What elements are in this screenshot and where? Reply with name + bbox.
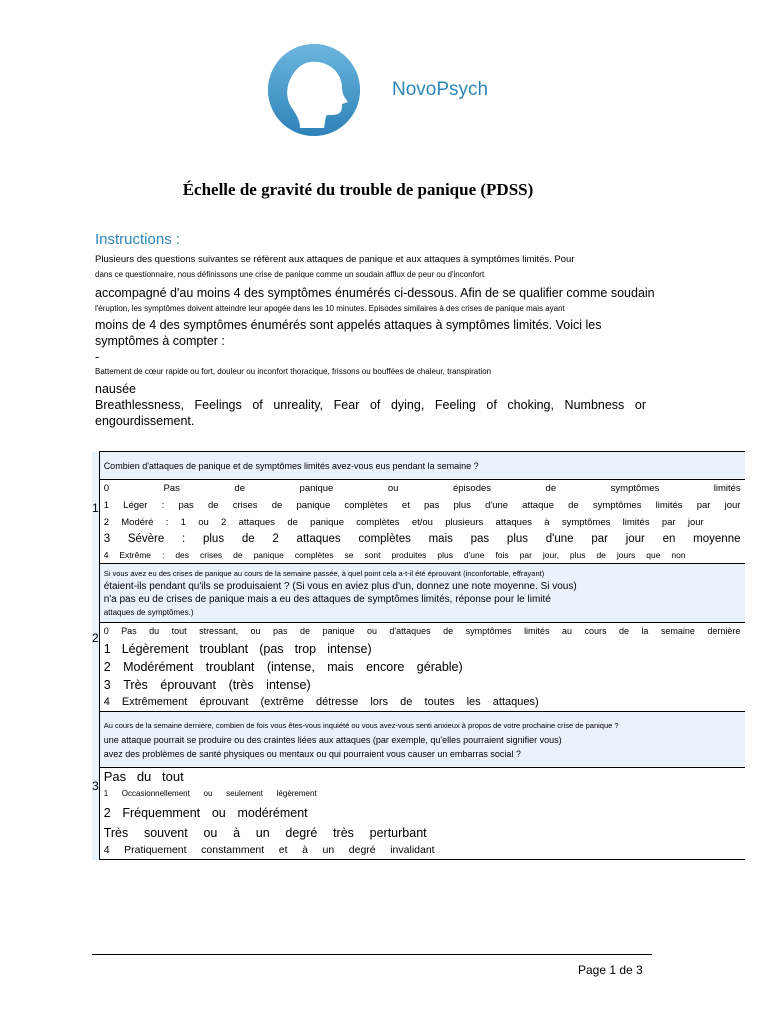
option-word: Pas <box>163 482 180 494</box>
option-word: éprouvant <box>160 677 216 692</box>
option-word: seulement <box>226 789 263 798</box>
option-word: 2 <box>272 533 279 545</box>
option-word: complètes <box>294 550 334 561</box>
option-word: fois <box>495 550 509 561</box>
footer-divider <box>92 954 652 955</box>
question-number: 2 <box>92 564 99 712</box>
option-word: un <box>255 825 270 840</box>
question-text-line: avez des problèmes de santé physiques ou mentaux ou qui pourraient vous causer un embarras social ? <box>103 748 521 759</box>
answer-option[interactable] <box>99 658 745 676</box>
option-word: à <box>302 844 308 857</box>
option-word: plus <box>453 499 471 511</box>
option-word: plus <box>569 550 586 561</box>
option-word: panique <box>299 482 334 494</box>
option-word: troublant <box>205 659 255 674</box>
option-text <box>104 660 463 674</box>
option-word: de <box>568 499 579 511</box>
option-word: symptômes <box>465 626 512 637</box>
option-word: un <box>322 844 335 857</box>
option-word: : <box>165 516 169 528</box>
question-number: 3 <box>92 712 99 860</box>
option-text <box>104 678 311 692</box>
option-word: à <box>544 516 550 528</box>
option-word: attaque <box>522 499 554 511</box>
option-word: intense) <box>266 677 311 692</box>
option-word: constamment <box>201 844 265 857</box>
option-word: modérément <box>237 805 308 820</box>
option-word: de <box>233 550 243 561</box>
option-word: produites <box>391 550 427 561</box>
option-word: 2 <box>103 659 111 674</box>
option-word: 2 <box>221 516 227 528</box>
option-word: Extrême <box>119 550 152 561</box>
option-word: de <box>287 516 298 528</box>
option-word: complètes <box>344 499 388 511</box>
option-text <box>104 696 539 708</box>
option-word: 3 <box>103 677 111 692</box>
option-word: stressant, <box>199 626 239 637</box>
option-word: pas <box>424 499 440 511</box>
option-word: complètes <box>356 516 400 528</box>
option-word: Extrêmement <box>121 696 188 709</box>
option-word: du <box>136 769 152 785</box>
option-word: jours <box>616 550 636 561</box>
option-word: pas <box>273 626 288 637</box>
question-number: 1 <box>92 452 99 564</box>
option-word: limités <box>655 499 683 511</box>
option-word: mais <box>327 659 354 674</box>
option-word: mais <box>428 533 453 545</box>
answer-option[interactable] <box>99 497 745 514</box>
option-word: par <box>696 499 711 511</box>
question-text: Combien d'attaques de panique et de symptômes limités avez-vous eus pendant la semaine ? <box>99 452 745 480</box>
option-word: Légèrement <box>121 641 189 656</box>
option-word: degré <box>348 844 376 857</box>
option-word: panique <box>253 550 284 561</box>
option-word: symptômes <box>610 482 660 494</box>
option-word: Occasionnellement <box>121 789 190 798</box>
option-word: intense) <box>327 641 372 656</box>
option-text <box>104 626 741 636</box>
option-word: éprouvant <box>199 696 249 709</box>
instructions-line: Breathlessness, Feelings of unreality, Fear of dying, Feeling of choking, Numbness or <box>95 398 646 412</box>
option-word: ou <box>366 626 377 637</box>
option-word: Très <box>123 677 148 692</box>
option-word: plus <box>437 550 453 561</box>
option-text <box>104 826 427 840</box>
option-word: jour <box>687 516 704 528</box>
option-word: 0 <box>103 482 109 494</box>
option-word: de <box>545 482 557 494</box>
option-word: (très <box>228 677 254 692</box>
option-word: jour <box>625 533 645 545</box>
option-word: ou <box>203 825 218 840</box>
option-word: attaques) <box>492 696 539 709</box>
novopsych-logo <box>266 42 362 138</box>
option-word: la <box>641 626 649 637</box>
option-word: limités <box>713 482 741 494</box>
option-word: limités <box>622 516 650 528</box>
instructions-line: - <box>95 350 100 364</box>
option-word: Pas <box>121 626 137 637</box>
option-word: lors <box>370 696 389 709</box>
option-word: panique <box>310 516 344 528</box>
questions-table <box>92 451 745 860</box>
instructions-heading: Instructions : <box>95 231 181 248</box>
option-word: limités <box>524 626 550 637</box>
option-word: à <box>233 825 241 840</box>
option-word: Modéré <box>121 516 154 528</box>
instructions-line: accompagné d'au moins 4 des symptômes énumérés ci-dessous. Afin de se qualifier comme soudain <box>95 286 655 300</box>
option-word: plus <box>202 533 225 545</box>
option-text <box>104 550 686 560</box>
option-word: sont <box>364 550 381 561</box>
option-word: Pratiquement <box>124 844 187 857</box>
option-word: : <box>182 533 186 545</box>
option-word: que <box>646 550 661 561</box>
option-word: moyenne <box>693 533 741 545</box>
option-word: par <box>661 516 676 528</box>
answer-option[interactable] <box>99 786 745 802</box>
option-word: et <box>278 844 288 857</box>
answer-option[interactable] <box>99 548 745 564</box>
option-text <box>104 806 308 820</box>
option-word: attaques <box>495 516 532 528</box>
option-word: cours <box>584 626 607 637</box>
option-word: panique <box>322 626 355 637</box>
option-word: d'une <box>463 550 485 561</box>
option-word: de <box>618 626 629 637</box>
option-word: symptômes <box>561 516 611 528</box>
option-text <box>104 642 372 656</box>
answer-option[interactable] <box>99 824 745 842</box>
option-word: 4 <box>103 696 110 709</box>
answer-option[interactable] <box>99 842 745 860</box>
option-word: de <box>443 626 454 637</box>
option-word: ou <box>250 626 261 637</box>
option-word: pas <box>178 499 194 511</box>
option-word: Modérément <box>123 659 194 674</box>
option-text <box>104 844 435 856</box>
option-word: au <box>562 626 573 637</box>
option-text <box>104 483 741 494</box>
option-word: crises <box>199 550 223 561</box>
option-word: 1 <box>180 516 186 528</box>
option-word: de <box>400 696 413 709</box>
question-text-line: étaient-ils pendant qu'ils se produisaient ? (Si vous en aviez plus d'un, donnez une note moyenne. Si vous) <box>103 581 577 592</box>
option-word: semaine <box>660 626 695 637</box>
option-word: des <box>175 550 190 561</box>
answer-option[interactable] <box>99 531 745 548</box>
option-word: d'attaques <box>389 626 431 637</box>
option-word: Très <box>103 825 129 840</box>
option-word: toutes <box>424 696 455 709</box>
option-word: 4 <box>103 844 110 857</box>
answer-option[interactable] <box>99 676 745 694</box>
option-text <box>104 769 184 784</box>
option-word: Sévère <box>127 533 165 545</box>
option-word: de <box>234 482 245 494</box>
answer-option[interactable] <box>99 768 745 786</box>
option-word: Léger <box>123 499 148 511</box>
instructions-line: l'éruption, les symptômes doivent atteindre leur apogée dans les 10 minutes. Episodes similaires à des crises de panique mais ayant <box>95 304 565 313</box>
option-word: ou <box>211 805 226 820</box>
page-title: Échelle de gravité du trouble de panique (PDSS) <box>182 180 534 199</box>
question-text-line: n'a pas eu de crises de panique mais a eu des attaques de symptômes limités, réponse pour le limité <box>103 594 551 605</box>
question-text <box>99 564 745 623</box>
instructions-line: dans ce questionnaire, nous définissons une crise de panique comme un soudain afflux de peur ou d'inconfort <box>95 270 485 279</box>
option-text <box>104 517 704 528</box>
option-word: plusieurs <box>445 516 484 528</box>
option-word: en <box>662 533 676 545</box>
answer-option[interactable] <box>99 480 745 497</box>
option-word: du <box>149 626 160 637</box>
option-word: de <box>241 533 255 545</box>
option-word: plus <box>506 533 529 545</box>
option-word: encore <box>366 659 405 674</box>
answer-option[interactable] <box>99 694 745 712</box>
answer-option[interactable] <box>99 623 745 640</box>
option-word: Fréquemment <box>122 805 201 820</box>
option-word: de <box>271 499 283 511</box>
option-word: jour, <box>542 550 559 561</box>
option-word: degré <box>285 825 318 840</box>
instructions-line: Plusieurs des questions suivantes se réfèrent aux attaques de panique et aux attaques à symptômes limités. Pour <box>95 254 575 265</box>
option-word: légèrement <box>276 789 317 798</box>
option-word: se <box>344 550 354 561</box>
option-word: trop <box>294 641 317 656</box>
option-word: attaques <box>296 533 341 545</box>
option-word: : <box>161 550 165 561</box>
option-word: épisodes <box>452 482 492 494</box>
option-text <box>104 789 317 798</box>
option-word: détresse <box>316 696 359 709</box>
option-word: 2 <box>103 805 111 820</box>
answer-option[interactable] <box>99 514 745 531</box>
option-word: tout <box>171 626 187 637</box>
option-word: 1 <box>103 499 109 511</box>
option-word: complètes <box>358 533 411 545</box>
instructions-line: nausée <box>95 382 137 396</box>
instructions-line: engourdissement. <box>95 414 195 428</box>
option-word: Pas <box>103 769 127 785</box>
instructions-line: symptômes à compter : <box>95 334 225 348</box>
option-word: (intense, <box>266 659 315 674</box>
option-word: crises <box>232 499 258 511</box>
option-word: gérable) <box>416 659 463 674</box>
option-word: : <box>161 499 165 511</box>
option-word: panique <box>296 499 331 511</box>
option-word: 1 <box>103 789 109 798</box>
option-word: (pas <box>259 641 284 656</box>
page-number: Page 1 de 3 <box>578 963 643 977</box>
option-word: tout <box>162 769 184 785</box>
option-word: pas <box>470 533 490 545</box>
option-word: de <box>207 499 219 511</box>
instructions-line: moins de 4 des symptômes énumérés sont appelés attaques à symptômes limités. Voici les <box>95 318 602 332</box>
option-word: 4 <box>103 550 109 561</box>
option-word: ou <box>198 516 209 528</box>
option-word: invalidant <box>390 844 435 857</box>
option-word: symptômes <box>592 499 642 511</box>
option-word: souvent <box>143 825 188 840</box>
question-text-line: Si vous avez eu des crises de panique au cours de la semaine passée, à quel point cela a-t-il été éprouvant (inconfortable, effrayant) <box>103 569 545 578</box>
option-word: d'une <box>485 499 509 511</box>
option-word: très <box>333 825 354 840</box>
question-text-line: une attaque pourrait se produire ou des craintes liées aux attaques (par exemple, qu'elles pourraient signifier vous) <box>103 734 562 745</box>
option-word: et/ou <box>411 516 433 528</box>
option-word: les <box>466 696 481 709</box>
question-text-line: Au cours de la semaine dernière, combien de fois vous êtes-vous inquiété ou vous avez-vous senti anxieux à propos de votre prochaine crise de panique ? <box>103 720 619 730</box>
option-word: de <box>299 626 310 637</box>
option-word: par <box>519 550 532 561</box>
option-word: d'une <box>545 533 574 545</box>
option-word: (extrême <box>260 696 304 709</box>
option-word: 3 <box>103 533 111 545</box>
option-word: dernière <box>707 626 741 637</box>
option-word: et <box>401 499 410 511</box>
option-word: par <box>591 533 608 545</box>
question-text-line: attaques de symptômes.) <box>103 608 194 617</box>
instructions-line: Battement de cœur rapide ou fort, douleur ou inconfort thoracique, frissons ou bouffées de chaleur, transpiration <box>95 367 492 376</box>
option-word: ou <box>203 789 213 798</box>
option-word: jour <box>724 499 741 511</box>
answer-option[interactable] <box>99 802 745 824</box>
option-word: 1 <box>103 641 111 656</box>
option-word: non <box>671 550 686 561</box>
option-text <box>104 500 741 511</box>
option-text <box>104 533 741 545</box>
option-word: perturbant <box>369 825 427 840</box>
option-word: attaques <box>238 516 276 528</box>
option-word: 0 <box>103 626 109 637</box>
question-text <box>99 712 745 768</box>
option-word: ou <box>387 482 399 494</box>
option-word: troublant <box>199 641 249 656</box>
brand-name: NovoPsych <box>392 79 489 100</box>
option-word: 2 <box>103 516 109 528</box>
answer-option[interactable] <box>99 640 745 658</box>
option-word: de <box>596 550 606 561</box>
